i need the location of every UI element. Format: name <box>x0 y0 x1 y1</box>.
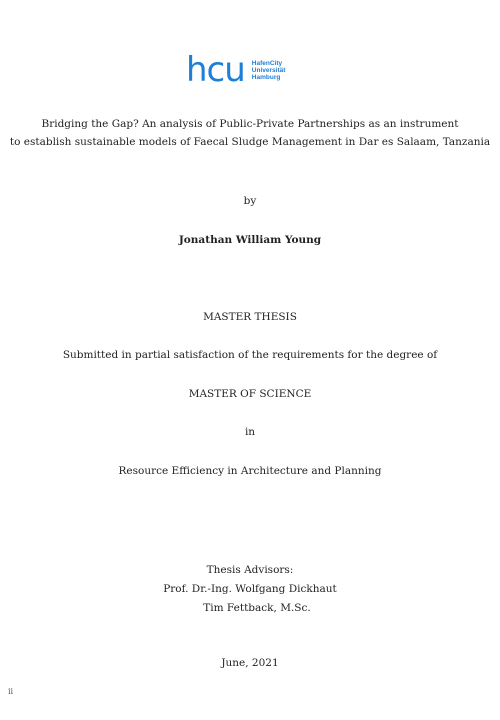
submission-date: June, 2021 <box>221 657 279 669</box>
logo-word-3: Hamburg <box>251 73 281 81</box>
by-label: by <box>243 195 257 207</box>
advisor-1: Prof. Dr.-Ing. Wolfgang Dickhaut <box>163 583 337 595</box>
author-name: Jonathan William Young <box>178 234 322 246</box>
hcu-logo <box>186 50 286 90</box>
title-line-2: to establish sustainable models of Faecal Sludge Management in Dar es Salaam, Tanzania <box>9 136 491 148</box>
logo-word-2: Universität <box>251 66 286 74</box>
logo-mark: hcu <box>186 50 245 90</box>
page-number: ii <box>8 687 14 696</box>
advisors-heading: Thesis Advisors: <box>206 564 294 576</box>
degree-name: MASTER OF SCIENCE <box>188 388 312 400</box>
advisor-2: Tim Fettback, M.Sc. <box>203 602 311 614</box>
logo-word-1: HafenCity <box>251 59 283 67</box>
thesis-type: MASTER THESIS <box>203 311 297 323</box>
in-label: in <box>244 426 256 438</box>
thesis-advisors <box>0 561 500 618</box>
title-line-1: Bridging the Gap? An analysis of Public-Private Partnerships as an instrument <box>41 118 459 130</box>
submission-statement: Submitted in partial satisfaction of the requirements for the degree of <box>62 349 438 361</box>
program-name: Resource Efficiency in Architecture and Planning <box>118 465 382 477</box>
logo-words <box>252 60 286 81</box>
